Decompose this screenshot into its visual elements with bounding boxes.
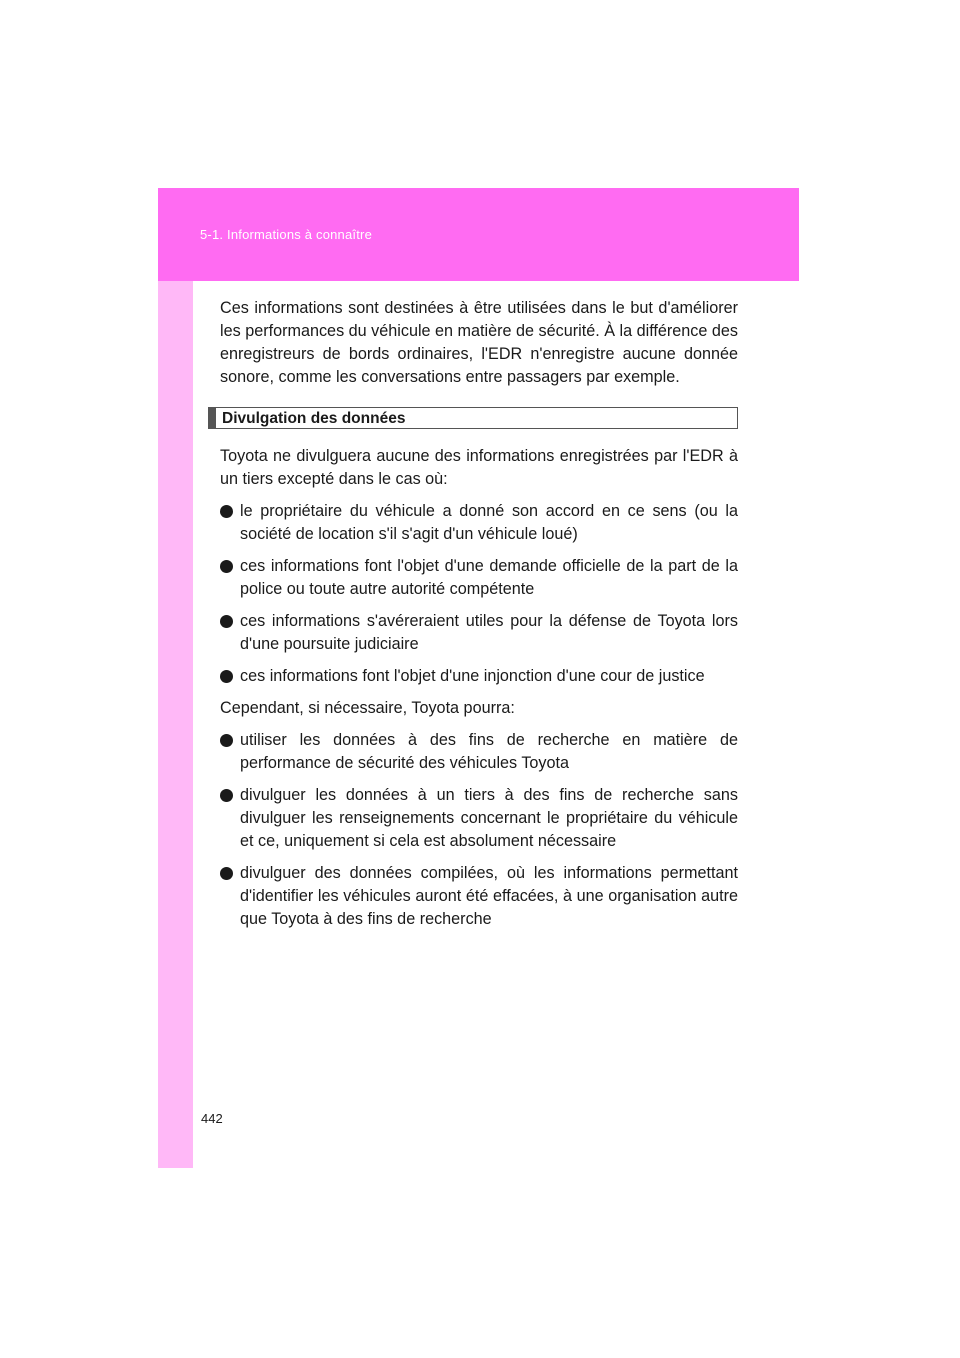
list-item — [220, 665, 738, 688]
list-item — [220, 862, 738, 931]
disclosure-lead-paragraph: Toyota ne divulguera aucune des informations enregistrées par l'EDR à un tiers excepté dans le cas où: — [220, 447, 738, 488]
list-item — [220, 729, 738, 775]
list-item-text: ces informations font l'objet d'une demande officielle de la part de la police ou toute autre autorité compétente — [240, 557, 738, 598]
list-item-text: le propriétaire du véhicule a donné son accord en ce sens (ou la société de location s'il s'agit d'un véhicule loué) — [240, 502, 738, 543]
bullet-icon — [220, 615, 233, 628]
section-heading — [208, 407, 738, 429]
list-item — [220, 784, 738, 853]
bullet-icon — [220, 670, 233, 683]
page-side-tab — [158, 281, 193, 1168]
bullet-icon — [220, 789, 233, 802]
section-heading-text: Divulgation des données — [222, 409, 406, 427]
list-item — [220, 555, 738, 601]
bullet-icon — [220, 560, 233, 573]
page-number: 442 — [201, 1111, 223, 1126]
bullet-icon — [220, 867, 233, 880]
page-content — [220, 297, 738, 940]
disclosure-conditions-list — [220, 500, 738, 688]
list-item-text: utiliser les données à des fins de recherche en matière de performance de sécurité des véhicules Toyota — [240, 731, 738, 772]
list-item-text: divulguer les données à un tiers à des fins de recherche sans divulguer les renseignements concernant le propriétaire du véhicule et ce, uniquement si cela est absolument nécessaire — [240, 786, 738, 850]
intro-paragraph: Ces informations sont destinées à être utilisées dans le but d'améliorer les performances du véhicule en matière de sécurité. À la différence des enregistreurs de bords ordinaires, l'EDR n'enregistre aucune donnée sonore, comme les conversations entre passagers par exemple. — [220, 299, 738, 386]
heading-accent-bar — [209, 408, 216, 428]
however-paragraph: Cependant, si nécessaire, Toyota pourra: — [220, 699, 515, 717]
list-item-text: ces informations font l'objet d'une injonction d'une cour de justice — [240, 667, 705, 685]
list-item — [220, 500, 738, 546]
list-item-text: divulguer des données compilées, où les informations permettant d'identifier les véhicules auront été effacées, à une organisation autre que Toyota à des fins de recherche — [240, 864, 738, 928]
list-item — [220, 610, 738, 656]
bullet-icon — [220, 734, 233, 747]
section-breadcrumb: 5-1. Informations à connaître — [200, 227, 373, 242]
permitted-uses-list — [220, 729, 738, 931]
list-item-text: ces informations s'avéreraient utiles pour la défense de Toyota lors d'une poursuite judiciaire — [240, 612, 738, 653]
bullet-icon — [220, 505, 233, 518]
